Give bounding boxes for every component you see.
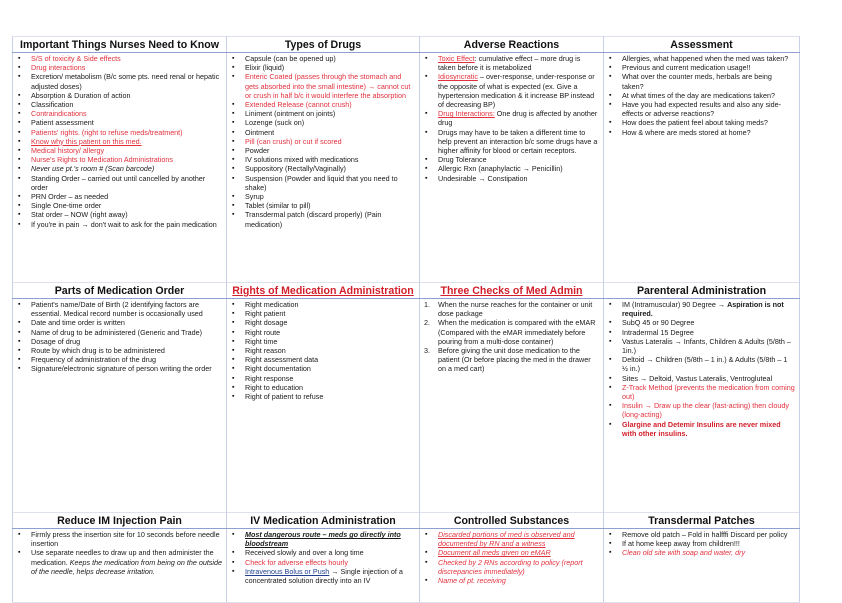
list-item: ▪ Standing Order – carried out until cancelled by another order [15,174,222,192]
heading-parts-of-order: Parts of Medication Order [13,283,227,299]
list-item: ▪ Right time [229,337,415,346]
list-item: ▪ Document all meds given on eMAR [422,548,599,557]
item-text: Before giving the unit dose medication to the patient (Or before placing the med in the drawer on a med cart) [438,346,591,374]
list-item: ▪ Suspension (Powder and liquid that you need to shake) [229,174,415,192]
checks-list [422,300,599,374]
list-item: ▪ Deltoid → Children (5/8th – 1 in.) & Adults (5/8th – 1 ½ in.) [606,355,795,373]
heading-three-checks: Three Checks of Med Admin [420,283,604,299]
checks-cell [420,299,604,513]
list-item [422,54,599,72]
list-item: ▪ At what times of the day are medications taken? [606,91,795,100]
definition: One drug is affected by another drug [438,109,598,128]
types-list [229,54,415,229]
list-item [422,346,599,374]
list-item: ▪ Check for adverse effects hourly [229,558,415,567]
list-item: ▪ Pill (can crush) or cut if scored [229,137,415,146]
list-item: ▪ Drug Tolerance [422,155,599,164]
list-item: ▪ Right to education [229,383,415,392]
list-item [606,300,795,318]
rights-list [229,300,415,401]
heading-transdermal: Transdermal Patches [604,513,800,529]
list-item: ▪ Know why this patient on this med. [15,137,222,146]
heading-important: Important Things Nurses Need to Know [13,37,227,53]
list-item: ▪ Glargine and Detemir Insulins are never mixed with other insulins. [606,420,795,438]
list-item: ▪ Excretion/ metabolism (B/c some pts. need renal or hepatic adjusted doses) [15,72,222,90]
list-item: ▪ Liniment (ointment on joints) [229,109,415,118]
heading-adverse-reactions: Adverse Reactions [420,37,604,53]
list-item: ▪ SubQ 45 or 90 Degree [606,318,795,327]
list-item: ▪ S/S of toxicity & Side effects [15,54,222,63]
list-item: ▪ Right documentation [229,364,415,373]
list-item: ▪ Enteric Coated (passes through the stomach and gets absorbed into the small intestine) → cannot cut or crush in half b/c it would interfere the absorption [229,72,415,100]
adverse-cell [420,53,604,283]
list-item: ▪ Patient assessment [15,118,222,127]
list-item: ▪ Right assessment data [229,355,415,364]
list-item [229,567,415,585]
list-item: ▪ Z-Track Method (prevents the medication from coming out) [606,383,795,401]
list-item: ▪ Single One-time order [15,201,222,210]
parenteral-cell [604,299,800,513]
list-item: ▪ Name of pt. receiving [422,576,599,585]
assessment-list [606,54,795,137]
list-item: ▪ Tablet (similar to pill) [229,201,415,210]
definition: : cumulative effect – more drug is taken before it is metabolized [438,54,581,73]
list-item: ▪ Transdermal patch (discard properly) (Pain medication) [229,210,415,228]
definition: – over-response, under-response or the opposite of what is expected (ex. Give a hypertension medication & it increase BP instead of decreasing BP) [438,72,595,110]
list-item: ▪ Frequency of administration of the drug [15,355,222,364]
list-item: ▪ Right dosage [229,318,415,327]
item-number: 3. [424,346,430,356]
list-item: ▪ Medical history/ allergy [15,146,222,155]
list-item: ▪ Allergies, what happened when the med was taken? [606,54,795,63]
list-item: ▪ Nurse's Rights to Medication Administrations [15,155,222,164]
heading-rights: Rights of Medication Administration [227,283,420,299]
list-item: ▪ How does the patient feel about taking meds? [606,118,795,127]
list-item: ▪ IV solutions mixed with medications [229,155,415,164]
list-item: ▪ Syrup [229,192,415,201]
types-cell [227,53,420,283]
list-item: ▪ Intradermal 15 Degree [606,328,795,337]
list-item: ▪ Name of drug to be administered (Generic and Trade) [15,328,222,337]
adverse-list [422,54,599,183]
list-item: ▪ Clean old site with soap and water, dry [606,548,795,557]
important-cell [13,53,227,283]
list-item: ▪ Sites → Deltoid, Vastus Lateralis, Ventrogluteal [606,374,795,383]
list-item [422,109,599,127]
item-text: IM (Intramuscular) 90 Degree → [622,300,728,309]
item-note: Keeps the medication from being on the outside of the needle, helps decrease irritation. [31,557,222,576]
list-item: ▪ Right medication [229,300,415,309]
list-item: ▪ Lozenge (suck on) [229,118,415,127]
item-text: When the nurse reaches for the container or unit dose package [438,300,593,319]
list-item: ▪ Right patient [229,309,415,318]
list-item: ▪ Insulin → Draw up the clear (fast-acting) then cloudy (long-acting) [606,401,795,419]
list-item: ▪ Vastus Lateralis → Infants, Children & Adults (5/8th – 1in.) [606,337,795,355]
list-item: ▪ Powder [229,146,415,155]
list-item: ▪ Undesirable → Constipation [422,174,599,183]
heading-types-of-drugs: Types of Drugs [227,37,420,53]
header-row-3 [13,513,800,529]
list-item: ▪ Absorption & Duration of action [15,91,222,100]
list-item [422,300,599,318]
list-item: ▪ Patients' rights. (right to refuse meds/treatment) [15,128,222,137]
list-item: ▪ Capsule (can be opened up) [229,54,415,63]
body-row-2 [13,299,800,513]
list-item: ▪ Right of patient to refuse [229,392,415,401]
item-number: 1. [424,300,430,309]
list-item: ▪ Drug interactions [15,63,222,72]
list-item: ▪ Extended Release (cannot crush) [229,100,415,109]
header-row-2 [13,283,800,299]
study-sheet [12,36,799,603]
list-item: ▪ Date and time order is written [15,318,222,327]
list-item: ▪ Previous and current medication usage!! [606,63,795,72]
list-item [422,72,599,109]
list-item: ▪ Patient's name/Date of Birth (2 identifying factors are essential. Medical record number is occasionally used [15,300,222,318]
item-number: 2. [424,318,430,328]
list-item: ▪ Contraindications [15,109,222,118]
term: Idiosyncratic [438,72,478,82]
term: Drug Interactions: [438,109,495,119]
iv-list [229,530,415,585]
parts-list [15,300,222,374]
list-item: ▪ PRN Order – as needed [15,192,222,201]
heading-controlled: Controlled Substances [420,513,604,529]
list-item: ▪ Drugs may have to be taken a different time to help prevent an interaction b/c some drugs have a higher affinity for blood or certain receptors. [422,128,599,156]
list-item: ▪ Firmly press the insertion site for 10 seconds before needle insertion [15,530,222,548]
list-item: ▪ Allergic Rxn (anaphylactic → Penicillin) [422,164,599,173]
list-item: ▪ Remove old patch – Fold in halfffi Discard per policy [606,530,795,539]
list-item: ▪ Elixir (liquid) [229,63,415,72]
list-item: ▪ Classification [15,100,222,109]
heading-iv-admin: IV Medication Administration [227,513,420,529]
term: Toxic Effect [438,54,475,63]
item-emphasis: Aspiration is not required. [622,300,784,319]
controlled-list [422,530,599,585]
body-row-3 [13,529,800,603]
list-item [422,318,599,346]
heading-parenteral: Parenteral Administration [604,283,800,299]
rights-cell [227,299,420,513]
list-item: ▪ If you're in pain → don't wait to ask for the pain medication [15,220,222,229]
list-item: ▪ Signature/electronic signature of person writing the order [15,364,222,373]
list-item: ▪ Right response [229,374,415,383]
list-item: ▪ Received slowly and over a long time [229,548,415,557]
list-item: ▪ Dosage of drug [15,337,222,346]
list-item: ▪ What over the counter meds, herbals are being taken? [606,72,795,90]
list-item: ▪ Ointment [229,128,415,137]
heading-assessment: Assessment [604,37,800,53]
parts-cell [13,299,227,513]
list-item: ▪ Stat order – NOW (right away) [15,210,222,219]
header-row-1 [13,37,800,53]
parenteral-list [606,300,795,438]
item-text: → Single injection of a concentrated solution directly into an IV [245,566,403,586]
patches-cell [604,529,800,603]
reduce-list [15,530,222,576]
patches-list [606,530,795,558]
iv-cell [227,529,420,603]
study-table [12,36,800,603]
list-item: ▪ If at home keep away from children!!! [606,539,795,548]
item-term: Intravenous Bolus or Push [245,566,330,576]
list-item: ▪ Suppository (Rectally/Vaginally) [229,164,415,173]
important-list [15,54,222,229]
list-item: ▪ Route by which drug is to be administered [15,346,222,355]
list-item [15,548,222,576]
list-item: ▪ Checked by 2 RNs according to policy (report discrepancies immediately) [422,558,599,576]
list-item: ▪ Have you had expected results and also any side-effects or adverse reactions? [606,100,795,118]
list-item: ▪ Never use pt.'s room # (Scan barcode) [15,164,222,173]
body-row-1 [13,53,800,283]
list-item: ▪ Right route [229,328,415,337]
item-text: Use separate needles to draw up and then administer the medication. [31,548,214,567]
controlled-cell [420,529,604,603]
assessment-cell [604,53,800,283]
list-item: ▪ How & where are meds stored at home? [606,128,795,137]
list-item: ▪ Discarded portions of med is observed and documented by RN and a witness [422,530,599,548]
heading-reduce-im-pain: Reduce IM Injection Pain [13,513,227,529]
item-text: When the medication is compared with the eMAR (Compared with the eMAR immediately before pouring from a multi-dose container) [438,318,596,346]
reduce-cell [13,529,227,603]
list-item: ▪ Right reason [229,346,415,355]
list-item: ▪ Most dangerous route – meds go directly into bloodstream [229,530,415,548]
